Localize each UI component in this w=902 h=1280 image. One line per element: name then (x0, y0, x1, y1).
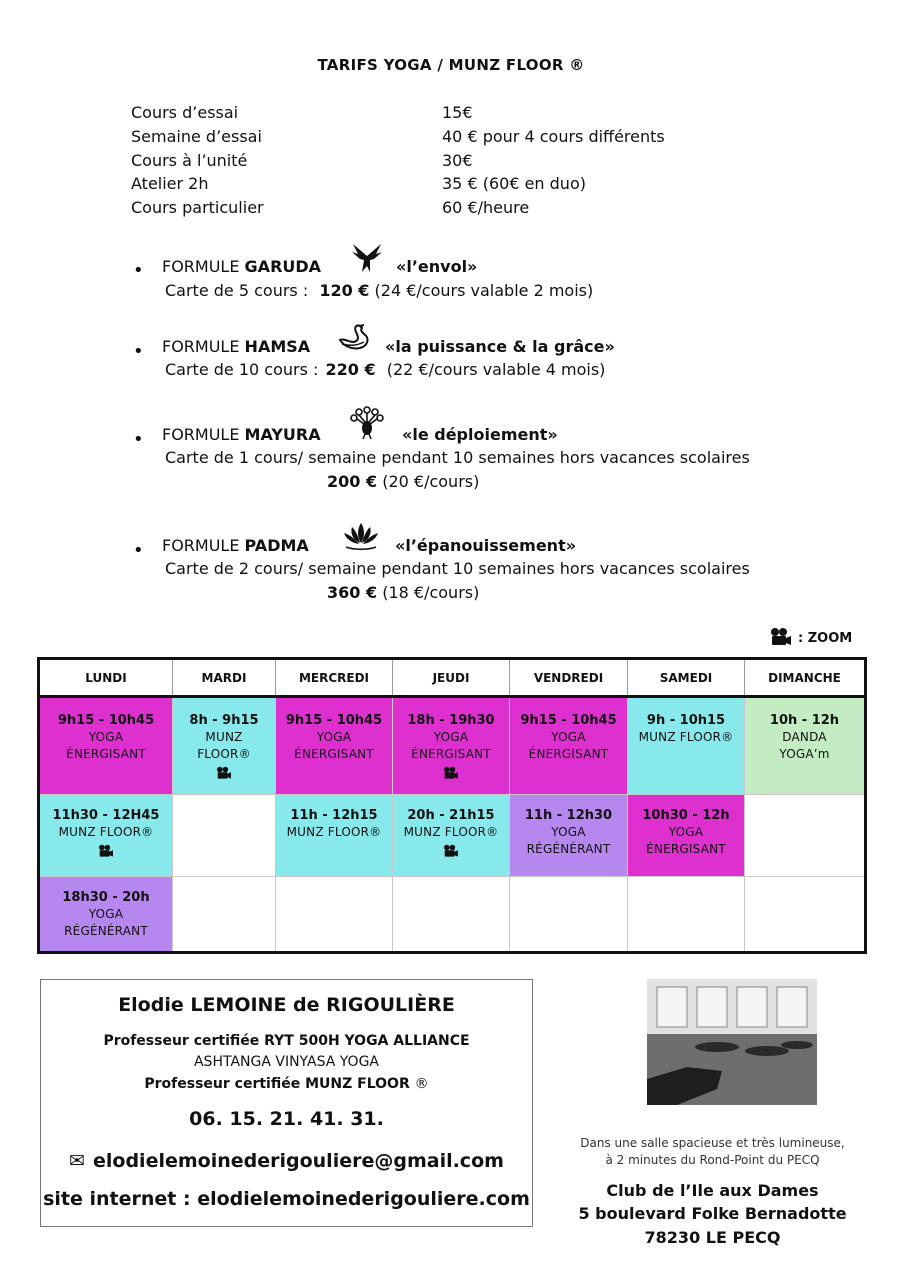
yoga-style: ASHTANGA VINYASA YOGA (193, 1054, 379, 1070)
class-slot (39, 877, 173, 953)
certification-munz (41, 1076, 532, 1092)
class-time: 10h30 - 12h (642, 808, 730, 823)
peacock-icon (349, 404, 385, 440)
phone-number[interactable]: 06. 15. 21. 41. 31. (189, 1108, 384, 1130)
teacher-name: Elodie LEMOINE de RIGOULIÈRE (118, 994, 455, 1016)
class-name: MUNZ FLOOR® (403, 825, 499, 839)
bullet-icon: • (133, 341, 144, 362)
website-link[interactable]: site internet : elodielemoinederigouliere.com (43, 1188, 530, 1210)
class-time: 18h30 - 20h (62, 890, 150, 905)
class-name: YOGA (316, 730, 352, 744)
camera-icon (770, 627, 792, 647)
bullet-icon: • (133, 260, 144, 281)
camera-icon (97, 844, 115, 858)
schedule-row (39, 795, 866, 877)
class-slot (510, 697, 628, 795)
class-time: 11h - 12h15 (290, 808, 378, 823)
card-rest: (18 €/cours) (382, 583, 480, 602)
price-value: 15€ (442, 103, 473, 122)
day-header: MARDI (173, 659, 276, 697)
email-link[interactable]: elodielemoinederigouliere@gmail.com (93, 1150, 504, 1172)
formula-card-price (327, 472, 479, 491)
formula-name: GARUDA (244, 257, 322, 276)
empty-slot (173, 877, 276, 953)
class-subname: ÉNERGISANT (411, 747, 491, 761)
camera-icon (442, 766, 460, 780)
swan-icon (338, 322, 372, 354)
class-time: 10h - 12h (769, 713, 840, 728)
card-price: 120 € (319, 281, 370, 300)
class-subname: ÉNERGISANT (646, 842, 726, 856)
class-subname: RÉGÉNÉRANT (64, 924, 148, 938)
class-slot (39, 697, 173, 795)
class-slot (393, 795, 510, 877)
cert-suffix: ® (414, 1076, 429, 1092)
card-rest: (20 €/cours) (382, 472, 480, 491)
formula-name: MAYURA (244, 425, 321, 444)
card-price: 360 € (327, 583, 378, 602)
schedule-row (39, 697, 866, 795)
lotus-icon (340, 519, 382, 551)
price-label: Semaine d’essai (131, 127, 262, 146)
empty-slot (393, 877, 510, 953)
class-subname: FLOOR® (197, 747, 251, 761)
formula-prefix: FORMULE (162, 536, 240, 555)
formula-title (162, 425, 321, 444)
class-name: YOGA (433, 730, 469, 744)
venue-city: 78230 LE PECQ (644, 1228, 781, 1247)
day-header: VENDREDI (510, 659, 628, 697)
class-name: DANDA (782, 730, 827, 744)
venue-caption-2: à 2 minutes du Rond-Point du PECQ (605, 1153, 820, 1167)
venue-caption-1: Dans une salle spacieuse et très lumineuse, (580, 1136, 845, 1150)
class-slot (276, 697, 393, 795)
class-subname: ÉNERGISANT (66, 747, 146, 761)
cert-name: MUNZ FLOOR (305, 1076, 410, 1092)
day-header: DIMANCHE (745, 659, 866, 697)
price-value: 30€ (442, 151, 473, 170)
formula-tagline: «l’épanouissement» (395, 536, 577, 555)
class-subname: ÉNERGISANT (294, 747, 374, 761)
class-subname: YOGA’m (779, 747, 830, 761)
studio-photo (647, 979, 817, 1105)
cert-prefix: Professeur certifiée (144, 1076, 301, 1092)
formula-title (162, 257, 321, 276)
class-slot (276, 795, 393, 877)
schedule-header-row (39, 659, 866, 697)
class-slot (628, 697, 745, 795)
page-title: TARIFS YOGA / MUNZ FLOOR ® (317, 56, 585, 74)
card-rest: (24 €/cours valable 2 mois) (374, 281, 594, 300)
formula-prefix: FORMULE (162, 257, 240, 276)
eagle-icon (350, 242, 384, 274)
class-time: 18h - 19h30 (407, 713, 495, 728)
formula-name: HAMSA (244, 337, 311, 356)
class-time: 11h30 - 12H45 (52, 808, 160, 823)
class-time: 9h15 - 10h45 (57, 713, 155, 728)
formula-card (165, 360, 605, 379)
price-label: Cours à l’unité (131, 151, 248, 170)
class-slot (628, 795, 745, 877)
price-value: 60 €/heure (442, 198, 530, 217)
day-header: MERCREDI (276, 659, 393, 697)
formula-title (162, 337, 310, 356)
bullet-icon: • (133, 429, 144, 450)
zoom-legend-label: : ZOOM (798, 631, 853, 646)
schedule-row (39, 877, 866, 953)
empty-slot (510, 877, 628, 953)
camera-icon (215, 766, 233, 780)
class-subname: ÉNERGISANT (528, 747, 609, 761)
class-slot (393, 697, 510, 795)
card-price: 200 € (327, 472, 378, 491)
day-header: SAMEDI (628, 659, 745, 697)
class-slot (510, 795, 628, 877)
price-label: Cours d’essai (131, 103, 239, 122)
class-time: 11h - 12h30 (524, 808, 613, 823)
class-time: 20h - 21h15 (407, 808, 495, 823)
price-value: 40 € pour 4 cours différents (442, 127, 665, 146)
empty-slot (276, 877, 393, 953)
formula-card (165, 281, 593, 300)
class-time: 9h15 - 10h45 (285, 713, 383, 728)
day-header: LUNDI (39, 659, 173, 697)
class-name: YOGA (551, 730, 586, 744)
empty-slot (173, 795, 276, 877)
price-row (131, 127, 771, 151)
formula-prefix: FORMULE (162, 337, 240, 356)
formula-tagline: «la puissance & la grâce» (385, 337, 615, 356)
class-name: YOGA (551, 825, 586, 839)
class-name: MUNZ (205, 730, 243, 744)
card-rest: (22 €/cours valable 4 mois) (386, 360, 606, 379)
class-slot (39, 795, 173, 877)
card-price: 220 € (325, 360, 376, 379)
formula-card: Carte de 1 cours/ semaine pendant 10 semaines hors vacances scolaires (165, 448, 750, 467)
bullet-icon: • (133, 540, 144, 561)
class-name: YOGA (668, 825, 704, 839)
class-name: YOGA (88, 907, 124, 921)
formula-tagline: «l’envol» (396, 257, 478, 276)
price-label: Cours particulier (131, 198, 264, 217)
certification-ryt: Professeur certifiée RYT 500H YOGA ALLIANCE (103, 1033, 470, 1049)
envelope-icon: ✉ (69, 1150, 85, 1172)
class-time: 9h15 - 10h45 (520, 713, 617, 728)
formula-name: PADMA (244, 536, 309, 555)
class-subname: RÉGÉNÉRANT (526, 842, 611, 856)
card-prefix: Carte de 5 cours : (165, 281, 309, 300)
contact-card (40, 979, 533, 1227)
class-name: MUNZ FLOOR® (286, 825, 382, 839)
formula-title (162, 536, 309, 555)
day-header: JEUDI (393, 659, 510, 697)
price-label: Atelier 2h (131, 174, 209, 193)
class-name: MUNZ FLOOR® (58, 825, 154, 839)
schedule-table (37, 657, 867, 954)
class-slot (173, 697, 276, 795)
venue-name: Club de l’Ile aux Dames (606, 1181, 819, 1200)
empty-slot (745, 877, 866, 953)
class-name: MUNZ FLOOR® (638, 730, 734, 744)
formula-card: Carte de 2 cours/ semaine pendant 10 semaines hors vacances scolaires (165, 559, 750, 578)
price-row (131, 103, 771, 127)
formula-prefix: FORMULE (162, 425, 240, 444)
class-slot (745, 697, 866, 795)
email-line (41, 1150, 532, 1172)
class-time: 8h - 9h15 (189, 713, 259, 728)
price-value: 35 € (60€ en duo) (442, 174, 586, 193)
price-row (131, 174, 771, 198)
formula-card-price (327, 583, 479, 602)
class-time: 9h - 10h15 (646, 713, 726, 728)
card-prefix: Carte de 10 cours : (165, 360, 319, 379)
camera-icon (442, 844, 460, 858)
empty-slot (628, 877, 745, 953)
class-name: YOGA (88, 730, 124, 744)
price-row (131, 151, 771, 175)
price-row (131, 198, 771, 222)
formula-tagline: «le déploiement» (402, 425, 558, 444)
empty-slot (745, 795, 866, 877)
venue-street: 5 boulevard Folke Bernadotte (578, 1204, 847, 1223)
